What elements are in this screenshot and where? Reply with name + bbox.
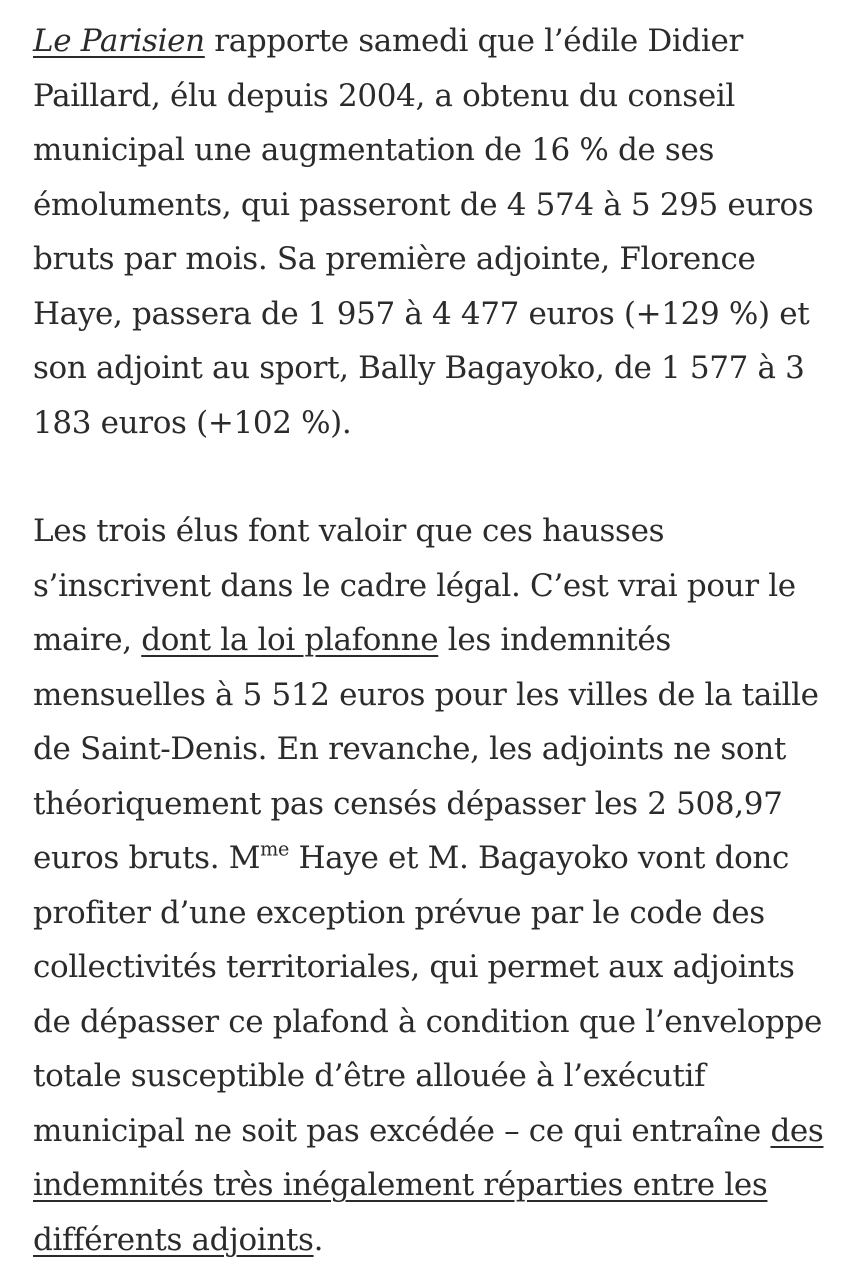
paragraph-2-text-a: Les trois élus font valoir que ces hausses s’inscrivent dans le cadre légal. C’est vrai pour le maire, — [33, 513, 796, 658]
paragraph-2-text-d: . — [313, 1221, 324, 1258]
paragraph-1-text: rapporte samedi que l’édile Didier Paillard, élu depuis 2004, a obtenu du conseil municipal une augmentation de 16 % de ses émoluments, qui passeront de 4 574 à 5 295 euros bruts par mois. Sa première adjointe, Florence Haye, passera de 1 957 à 4 477 euros (+129 %) et son adjoint au sport, Bally Bagayoko, de 1 577 à 3 183 euros (+102 %). — [33, 23, 814, 441]
title-superscript: me — [260, 837, 289, 861]
article-body — [33, 14, 833, 1267]
paragraph-2-text-c: Haye et M. Bagayoko vont donc profiter d’une exception prévue par le code des collectivités territoriales, qui permet aux adjoints de dépasser ce plafond à condition que l’enveloppe totale susceptible d’être allouée à l’exécutif municipal ne soit pas excédée – ce qui entraîne — [33, 840, 822, 1149]
le-parisien-link[interactable]: Le Parisien — [33, 23, 205, 59]
paragraph-1 — [33, 14, 833, 450]
paragraph-2-text-b: les indemnités mensuelles à 5 512 euros pour les villes de la taille de Saint-Denis. En revanche, les adjoints ne sont théoriquement pas censés dépasser les 2 508,97 euros bruts. M — [33, 622, 819, 876]
indemnites-link[interactable]: des indemnités très inégalement réparties entre les différents adjoints — [33, 1112, 824, 1258]
paragraph-2 — [33, 504, 833, 1267]
plafond-law-link[interactable]: dont la loi plafonne — [141, 622, 439, 658]
